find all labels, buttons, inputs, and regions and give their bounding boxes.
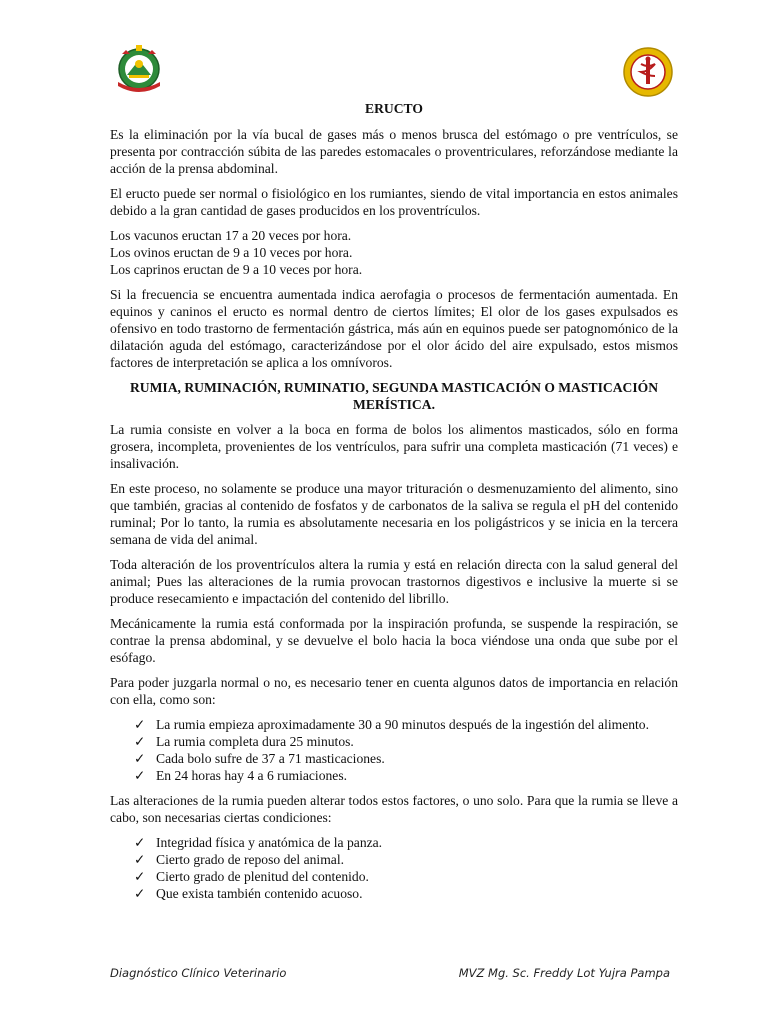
stat-line: Los ovinos eructan de 9 a 10 veces por hora. [110, 245, 353, 260]
university-crest-icon [110, 42, 168, 100]
list-item: ✓ Cierto grado de plenitud del contenido. [134, 869, 369, 884]
checkmark-icon: ✓ [134, 886, 146, 901]
footer-course: Diagnóstico Clínico Veterinario [110, 966, 287, 980]
paragraph: Toda alteración de los proventrículos altera la rumia y está en relación directa con la salud general del animal; Pues las alteraciones de la rumia provocan trastornos digestivos e inclusive la muerte si se produce resecamiento e impactación del contenido del librillo. [110, 557, 678, 606]
paragraph: Las alteraciones de la rumia pueden alterar todos estos factores, o uno solo. Para que la rumia se lleve a cabo, son necesarias ciertas condiciones: [110, 793, 678, 825]
checkmark-icon: ✓ [134, 717, 146, 732]
paragraph: La rumia consiste en volver a la boca en forma de bolos los alimentos masticados, sólo en forma grosera, incompleta, provenientes de los ventrículos, para sufrir una completa masticación (71 veces) e insalivación. [110, 422, 678, 471]
paragraph: Si la frecuencia se encuentra aumentada indica aerofagia o procesos de fermentación aumentada. En equinos y caninos el eructo es normal dentro de ciertos límites; El olor de los gases expulsados es ofensivo en todo trastorno de fermentación gástrica, más aún en equinos puede ser patognomónico de la dilatación aguda del estómago, caracterizándose por el olor ácido del aire expulsado, estos mismos factores de interpretación se aplica a los omnívoros. [110, 287, 678, 370]
section-title-eructo: ERUCTO [365, 101, 423, 116]
veterinary-seal-icon [622, 46, 674, 98]
checkmark-icon: ✓ [134, 852, 146, 867]
stat-line: Los caprinos eructan de 9 a 10 veces por hora. [110, 262, 363, 277]
list-item: ✓ Que exista también contenido acuoso. [134, 886, 363, 901]
list-item: ✓ La rumia empieza aproximadamente 30 a 90 minutos después de la ingestión del alimento. [134, 717, 650, 732]
page-footer [110, 966, 680, 984]
paragraph: En este proceso, no solamente se produce una mayor trituración o desmenuzamiento del alimento, sino que también, gracias al contenido de fosfatos y de carbonatos de la saliva se regula el pH del contenido ruminal; Por lo tanto, la rumia es absolutamente necesaria en los poligástricos y se inicia en la tercera semana de vida del animal. [110, 481, 678, 547]
checkmark-icon: ✓ [134, 734, 146, 749]
checkmark-icon: ✓ [134, 869, 146, 884]
list-item: ✓ Cierto grado de reposo del animal. [134, 852, 344, 867]
checkmark-icon: ✓ [134, 835, 146, 850]
footer-author: MVZ Mg. Sc. Freddy Lot Yujra Pampa [458, 966, 670, 980]
paragraph: Es la eliminación por la vía bucal de gases más o menos brusca del estómago o pre ventrículos, se presenta por contracción súbita de las paredes estomacales o proventriculares, reforzándose mediante la acción de la prensa abdominal. [110, 127, 678, 176]
checkmark-icon: ✓ [134, 751, 146, 766]
document-body [110, 100, 678, 910]
checkmark-icon: ✓ [134, 768, 146, 783]
paragraph: El eructo puede ser normal o fisiológico en los rumiantes, siendo de vital importancia en estos animales debido a la gran cantidad de gases producidos en los proventrículos. [110, 186, 678, 218]
paragraph: Para poder juzgarla normal o no, es necesario tener en cuenta algunos datos de importancia en relación con ella, como son: [110, 675, 678, 707]
paragraph: Mecánicamente la rumia está conformada por la inspiración profunda, se suspende la respiración, se contrae la prensa abdominal, y se devuelve el bolo hacia la boca viéndose una onda que sube por el esófago. [110, 616, 678, 665]
list-item: ✓ Cada bolo sufre de 37 a 71 masticaciones. [134, 751, 385, 766]
stat-line: Los vacunos eructan 17 a 20 veces por hora. [110, 228, 352, 243]
section-title-rumia: RUMIA, RUMINACIÓN, RUMINATIO, SEGUNDA MASTICACIÓN O MASTICACIÓN MERÍSTICA. [129, 380, 659, 412]
list-item: ✓ Integridad física y anatómica de la panza. [134, 835, 383, 850]
list-item: ✓ La rumia completa dura 25 minutos. [134, 734, 354, 749]
rumia-conditions-list [110, 834, 678, 902]
list-item: ✓ En 24 horas hay 4 a 6 rumiaciones. [134, 768, 348, 783]
rumia-data-list [110, 716, 678, 784]
